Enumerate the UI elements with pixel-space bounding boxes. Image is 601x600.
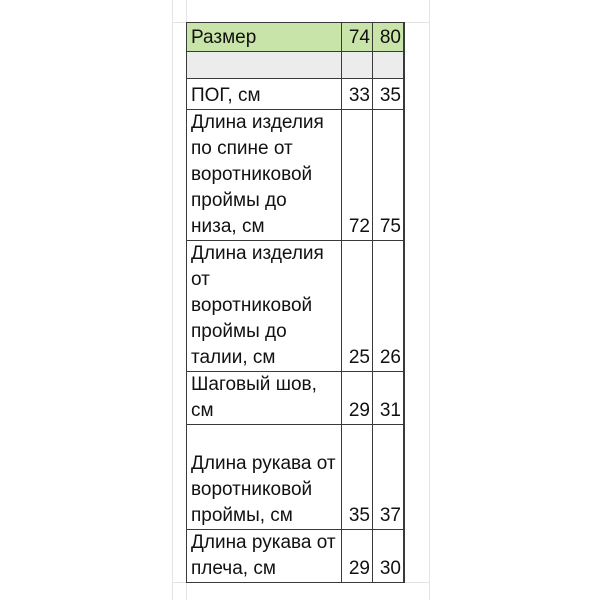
- value: 35: [379, 85, 401, 106]
- value-cell[interactable]: [342, 110, 373, 241]
- table-row: [187, 241, 405, 372]
- value-cell[interactable]: [342, 425, 373, 530]
- row-label: Длина рукава от воротниковой проймы, см: [191, 453, 336, 526]
- size-74-cell[interactable]: [342, 23, 373, 52]
- empty-cell[interactable]: [373, 52, 405, 79]
- value-cell[interactable]: [373, 79, 405, 110]
- value: 31: [379, 400, 401, 421]
- value: 26: [379, 347, 401, 368]
- value-cell[interactable]: [373, 372, 405, 425]
- row-label-cell[interactable]: [187, 79, 342, 110]
- grid-line: [429, 0, 430, 600]
- row-label-cell[interactable]: [187, 530, 342, 583]
- header-row: [187, 23, 405, 52]
- value: 29: [348, 558, 370, 579]
- value-cell[interactable]: [342, 241, 373, 372]
- row-label: Длина рукава от плеча, см: [191, 532, 336, 579]
- value: 25: [348, 347, 370, 368]
- empty-cell[interactable]: [342, 52, 373, 79]
- size-80: 80: [379, 27, 401, 48]
- value: 75: [379, 216, 401, 237]
- value: 35: [348, 505, 370, 526]
- row-label: Длина изделия от воротниковой проймы до талии, см: [191, 243, 324, 368]
- header-label-cell[interactable]: [187, 23, 342, 52]
- table-row: [187, 79, 405, 110]
- value: 30: [379, 558, 401, 579]
- value-cell[interactable]: [342, 79, 373, 110]
- value: 33: [348, 85, 370, 106]
- empty-cell[interactable]: [187, 52, 342, 79]
- size-chart-table: [186, 22, 405, 583]
- spacer-row: [187, 52, 405, 79]
- row-label: Шаговый шов, см: [191, 374, 317, 421]
- value: 29: [348, 400, 370, 421]
- value-cell[interactable]: [373, 425, 405, 530]
- row-label-cell[interactable]: [187, 425, 342, 530]
- row-label: Длина изделия по спине от воротниковой проймы до низа, см: [191, 112, 324, 237]
- table-row: [187, 372, 405, 425]
- value: 37: [379, 505, 401, 526]
- value-cell[interactable]: [373, 110, 405, 241]
- value-cell[interactable]: [373, 530, 405, 583]
- table-row: [187, 110, 405, 241]
- value-cell[interactable]: [342, 530, 373, 583]
- row-label-cell[interactable]: [187, 372, 342, 425]
- size-80-cell[interactable]: [373, 23, 405, 52]
- table-row: [187, 425, 405, 530]
- value-cell[interactable]: [342, 372, 373, 425]
- row-label-cell[interactable]: [187, 110, 342, 241]
- value-cell[interactable]: [373, 241, 405, 372]
- value: 72: [348, 216, 370, 237]
- size-74: 74: [348, 27, 370, 48]
- row-label-cell[interactable]: [187, 241, 342, 372]
- grid-line: [172, 0, 173, 600]
- table-row: [187, 530, 405, 583]
- row-label: ПОГ, см: [191, 85, 261, 106]
- header-label: Размер: [191, 27, 257, 48]
